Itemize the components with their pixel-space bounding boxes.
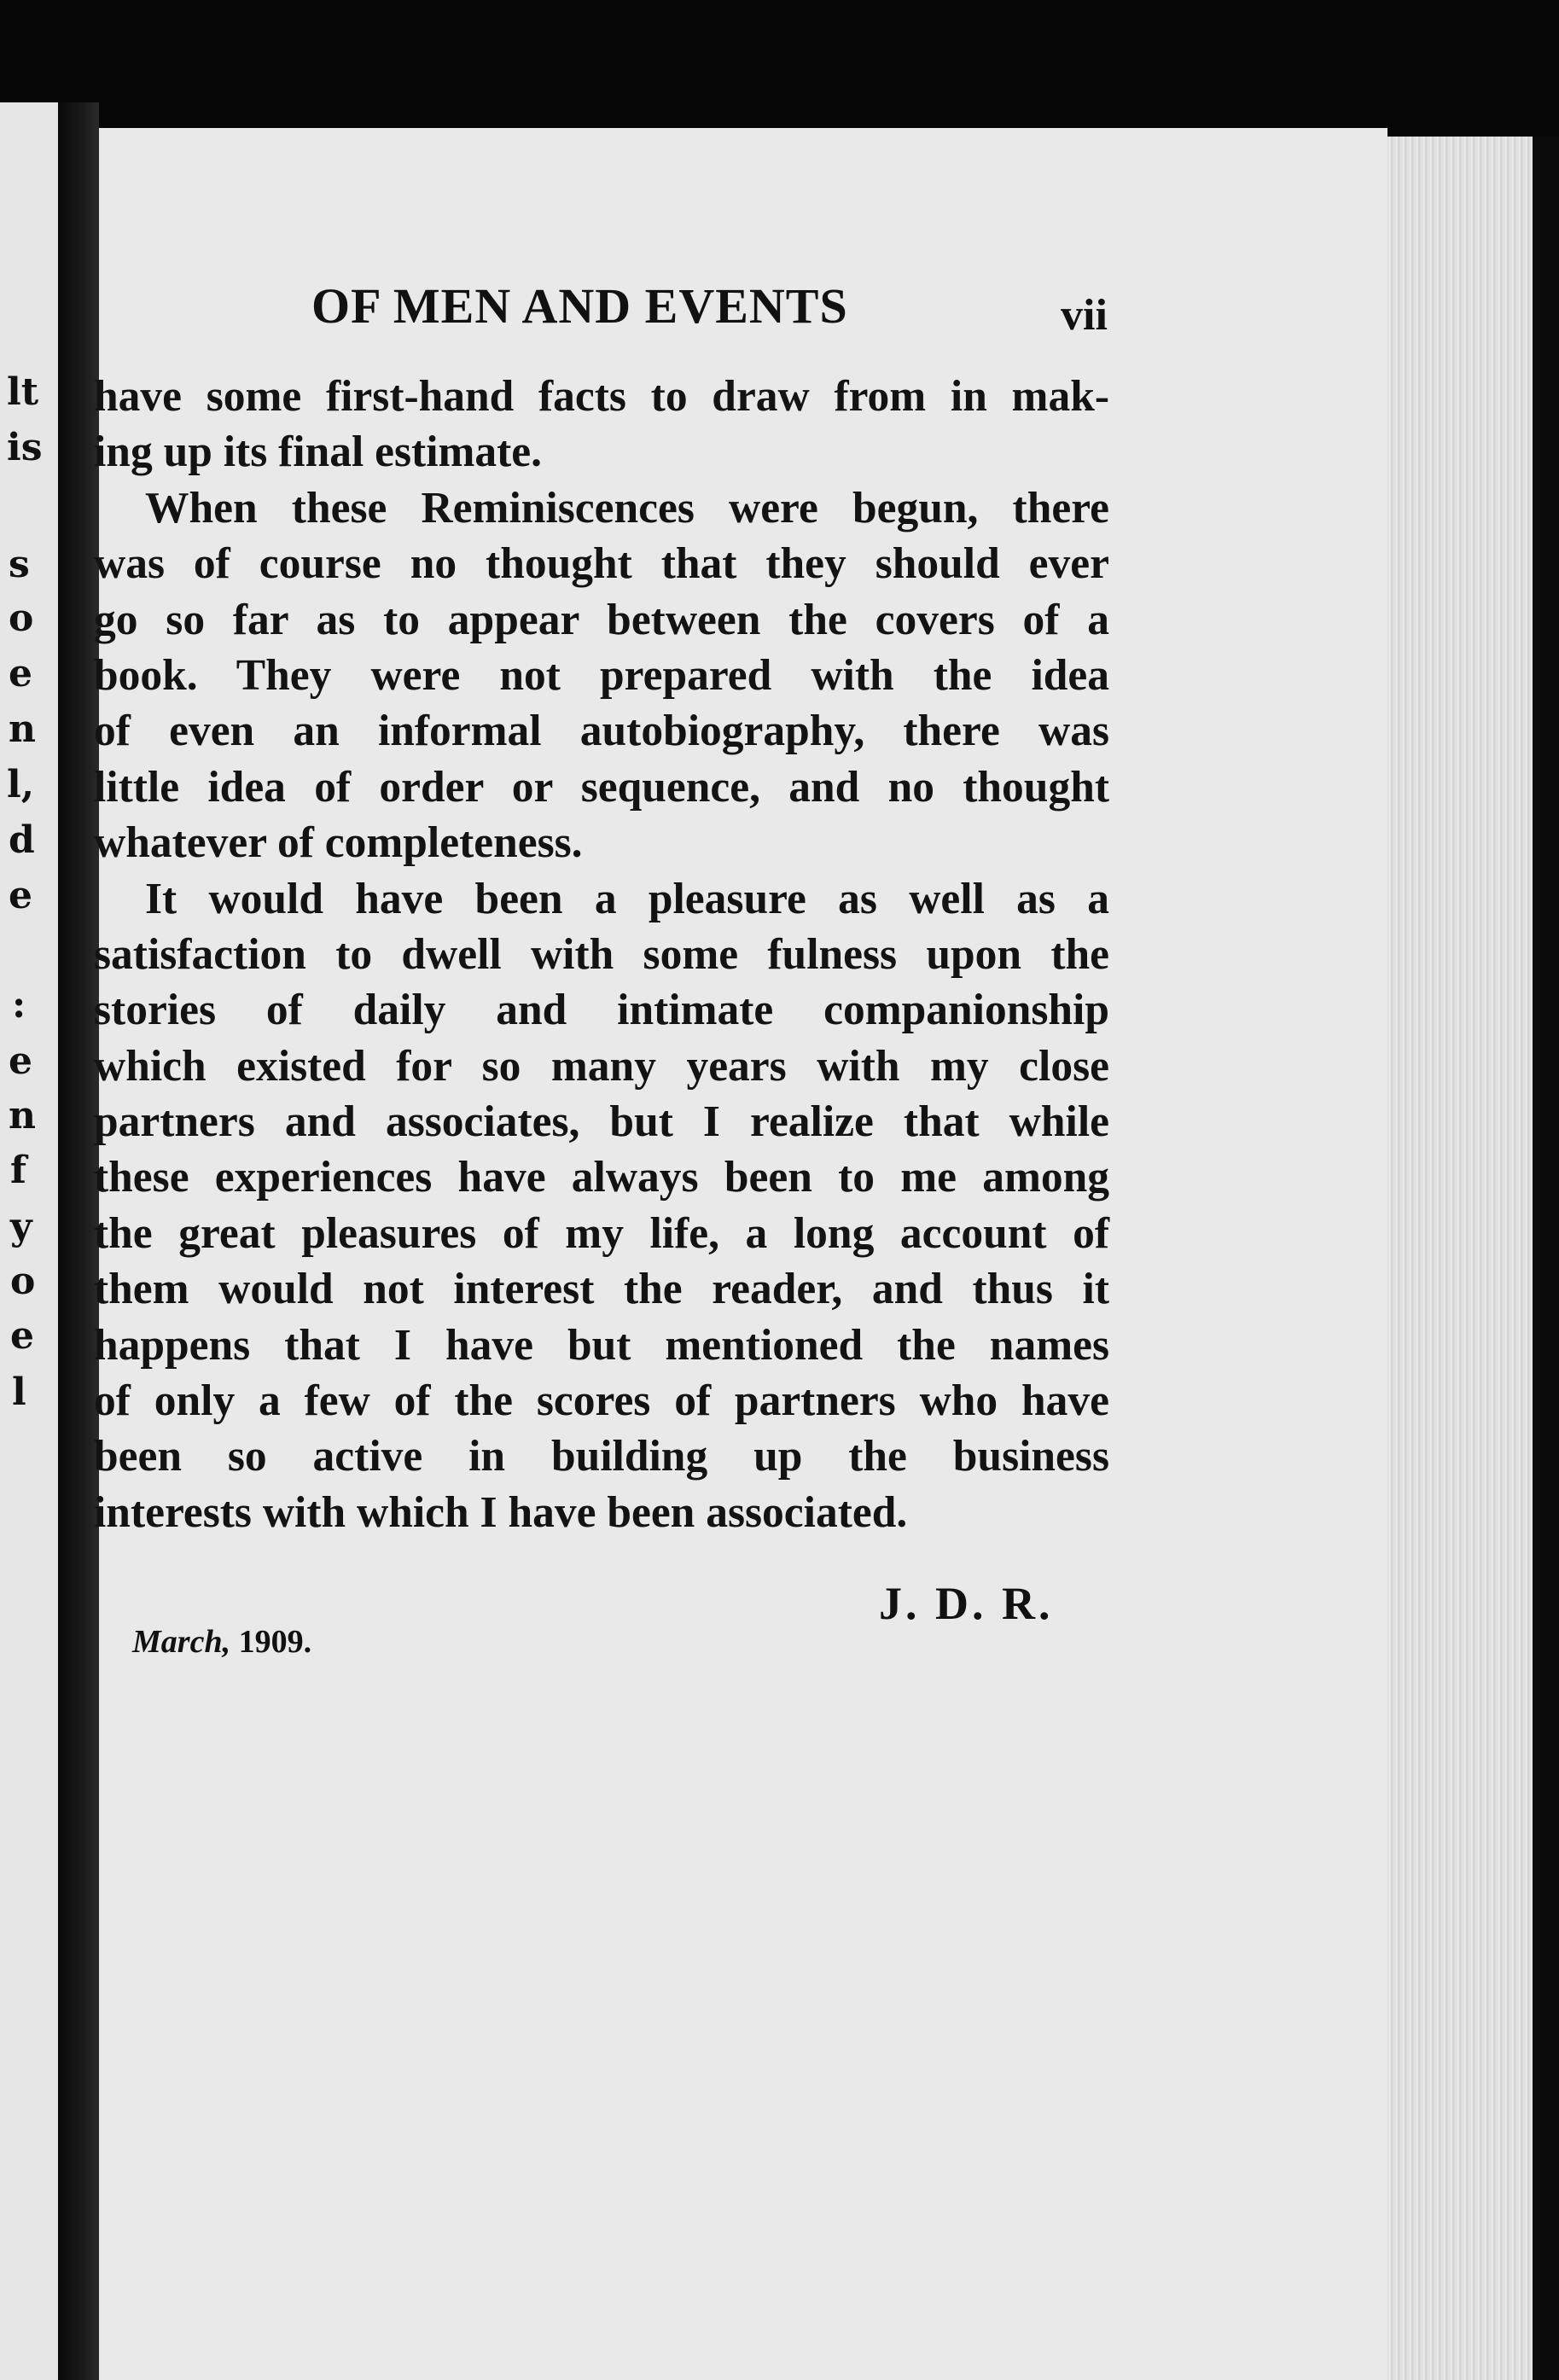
page-number: vii bbox=[1061, 291, 1108, 340]
prev-page-fragment: y bbox=[10, 1205, 32, 1248]
text-line: which existed for so many years with my close bbox=[94, 1041, 1109, 1091]
date-month: March, bbox=[132, 1624, 231, 1660]
prev-page-fragment: f bbox=[10, 1149, 26, 1192]
text-line: It would have been a pleasure as well as a bbox=[145, 874, 1109, 923]
author-initials: J. D. R. bbox=[879, 1578, 1054, 1629]
prev-page-fragment: o bbox=[9, 596, 34, 640]
prev-page-fragment: is bbox=[7, 426, 43, 469]
text-line: was of course no thought that they should ever bbox=[94, 539, 1109, 589]
prev-page-fragment: n bbox=[9, 1094, 36, 1138]
text-line: whatever of completeness. bbox=[94, 818, 583, 868]
prev-page-fragment: e bbox=[10, 1314, 34, 1358]
text-line: been so active in building up the business bbox=[94, 1432, 1109, 1481]
prev-page-fragment: l, bbox=[7, 763, 35, 806]
text-line: little idea of order or sequence, and no thought bbox=[94, 762, 1109, 812]
text-line: go so far as to appear between the covers of a bbox=[94, 595, 1109, 644]
text-line: When these Reminiscences were begun, there bbox=[145, 483, 1109, 532]
previous-page-edge bbox=[0, 102, 58, 2380]
text-line: the great pleasures of my life, a long account of bbox=[94, 1208, 1109, 1258]
text-line: stories of daily and intimate companionship bbox=[94, 986, 1109, 1035]
text-line: interests with which I have been associated. bbox=[94, 1487, 908, 1537]
prev-page-fragment: n bbox=[9, 707, 36, 751]
page-edge-stack bbox=[1387, 137, 1533, 2380]
text-line: satisfaction to dwell with some fulness upon the bbox=[94, 929, 1109, 979]
prev-page-fragment: e bbox=[9, 874, 32, 917]
text-line: happens that I have but mentioned the names bbox=[94, 1320, 1109, 1370]
text-line: ing up its final estimate. bbox=[94, 428, 543, 477]
date-year: 1909. bbox=[238, 1624, 312, 1660]
book-gutter bbox=[58, 102, 99, 2380]
prev-page-fragment: e bbox=[9, 1039, 32, 1083]
prev-page-fragment: d bbox=[9, 818, 35, 862]
text-line: of only a few of the scores of partners who have bbox=[94, 1376, 1109, 1426]
text-line: them would not interest the reader, and thus it bbox=[94, 1265, 1109, 1314]
running-head: OF MEN AND EVENTS bbox=[311, 278, 848, 334]
text-line: partners and associates, but I realize that while bbox=[94, 1097, 1109, 1147]
scan-border bbox=[1533, 137, 1559, 2380]
text-line: of even an informal autobiography, there was bbox=[94, 707, 1109, 756]
prev-page-fragment: l bbox=[12, 1370, 26, 1414]
text-line: book. They were not prepared with the idea bbox=[94, 650, 1109, 700]
prev-page-fragment: s bbox=[9, 543, 30, 586]
prev-page-fragment: o bbox=[10, 1260, 36, 1303]
prev-page-fragment: lt bbox=[7, 370, 39, 414]
prev-page-fragment: : bbox=[12, 983, 26, 1027]
body-text bbox=[94, 369, 1109, 1540]
dateline bbox=[132, 1623, 311, 1661]
text-line: have some first-hand facts to draw from in mak- bbox=[94, 372, 1109, 421]
text-line: these experiences have always been to me among bbox=[94, 1153, 1109, 1202]
prev-page-fragment: e bbox=[9, 652, 32, 695]
